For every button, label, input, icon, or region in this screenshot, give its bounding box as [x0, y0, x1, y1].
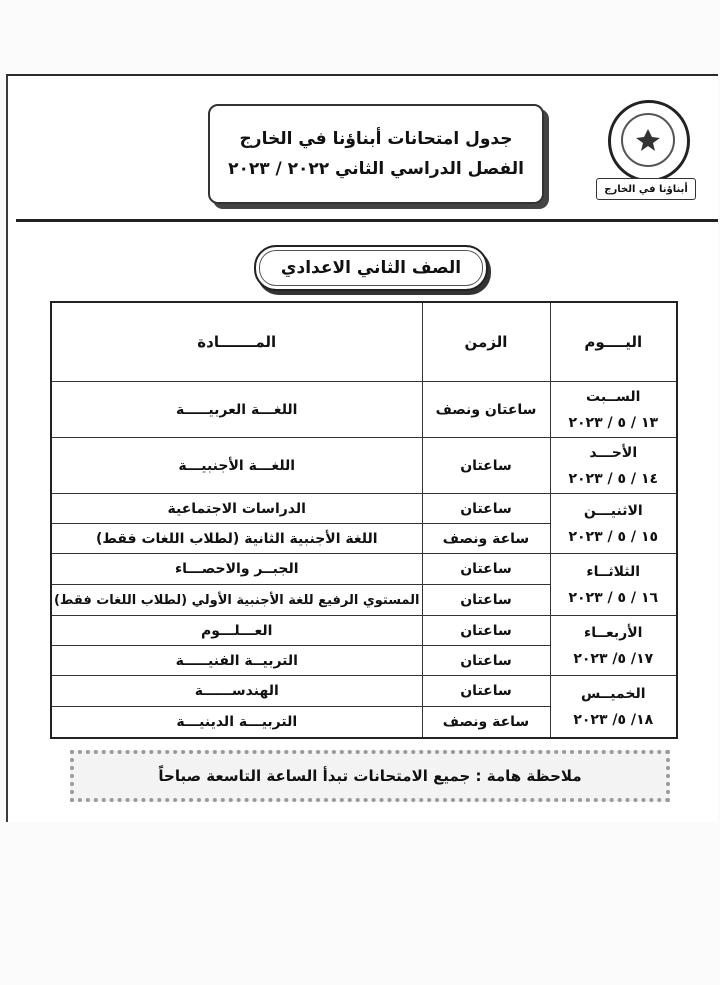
- exam-duration: ساعة ونصف: [422, 524, 550, 554]
- day-date: ١٨/ ٥/ ٢٠٢٣: [573, 711, 654, 728]
- exam-duration: ساعتان: [422, 554, 550, 585]
- eagle-emblem-icon: [621, 113, 675, 167]
- exam-duration: ساعة ونصف: [422, 707, 550, 738]
- exam-subject: التربيــة الفنيـــــة: [51, 646, 422, 676]
- day-cell: [550, 494, 677, 554]
- day-name: الثلاثــاء: [586, 563, 641, 580]
- column-header-subject: المـــــــادة: [51, 302, 422, 382]
- day-name: الســبت: [586, 388, 641, 405]
- table-header-row: [51, 302, 677, 382]
- exam-duration: ساعتان ونصف: [422, 382, 550, 438]
- day-date: ١٦ / ٥ / ٢٠٢٣: [568, 589, 659, 606]
- day-cell: [550, 382, 677, 438]
- table-row: [51, 494, 677, 524]
- important-note: ملاحظة هامة : جميع الامتحانات تبدأ الساعة التاسعة صباحاً: [70, 750, 670, 802]
- exam-duration: ساعتان: [422, 438, 550, 494]
- day-cell: [550, 554, 677, 616]
- exam-duration: ساعتان: [422, 585, 550, 616]
- table-row: [51, 616, 677, 646]
- day-cell: [550, 676, 677, 738]
- exam-duration: ساعتان: [422, 616, 550, 646]
- header-divider: [16, 219, 718, 222]
- exam-subject: العـــلـــوم: [51, 616, 422, 646]
- exam-schedule-table: [50, 301, 678, 739]
- exam-duration: ساعتان: [422, 646, 550, 676]
- table-row: [51, 554, 677, 585]
- day-name: الأربعــاء: [584, 624, 643, 641]
- column-header-day: اليــــوم: [550, 302, 677, 382]
- title-box: [208, 104, 544, 204]
- table-row: [51, 676, 677, 707]
- day-cell: [550, 616, 677, 676]
- ministry-logo: [596, 100, 694, 202]
- exam-duration: ساعتان: [422, 676, 550, 707]
- grade-label: الصف الثاني الاعدادي: [254, 245, 488, 291]
- exam-subject: اللغة الأجنبية الثانية (لطلاب اللغات فقط): [51, 524, 422, 554]
- exam-duration: ساعتان: [422, 494, 550, 524]
- exam-subject: المستوي الرفيع للغة الأجنبية الأولي (لطلاب اللغات فقط): [51, 585, 422, 616]
- exam-subject: الجبــر والاحصـــاء: [51, 554, 422, 585]
- day-cell: [550, 438, 677, 494]
- day-name: الأحـــد: [589, 444, 638, 461]
- day-date: ١٧/ ٥/ ٢٠٢٣: [573, 650, 654, 667]
- exam-subject: اللغـــة الأجنبيـــة: [51, 438, 422, 494]
- logo-banner: أبناؤنا في الخارج: [596, 178, 696, 200]
- logo-emblem: [608, 100, 690, 182]
- exam-subject: اللغـــة العربيـــــة: [51, 382, 422, 438]
- table-row: [51, 382, 677, 438]
- exam-subject: التربيـــة الدينيـــة: [51, 707, 422, 738]
- day-name: الاثنيـــن: [583, 502, 643, 519]
- day-date: ١٥ / ٥ / ٢٠٢٣: [568, 528, 659, 545]
- column-header-time: الزمن: [422, 302, 550, 382]
- day-name: الخميــس: [580, 685, 646, 702]
- day-date: ١٣ / ٥ / ٢٠٢٣: [568, 414, 659, 431]
- page-title: جدول امتحانات أبناؤنا في الخارج: [239, 129, 513, 149]
- table-row: [51, 438, 677, 494]
- page-subtitle: الفصل الدراسي الثاني ٢٠٢٢ / ٢٠٢٣: [228, 159, 524, 179]
- day-date: ١٤ / ٥ / ٢٠٢٣: [568, 470, 659, 487]
- exam-subject: الدراسات الاجتماعية: [51, 494, 422, 524]
- exam-subject: الهندســــــة: [51, 676, 422, 707]
